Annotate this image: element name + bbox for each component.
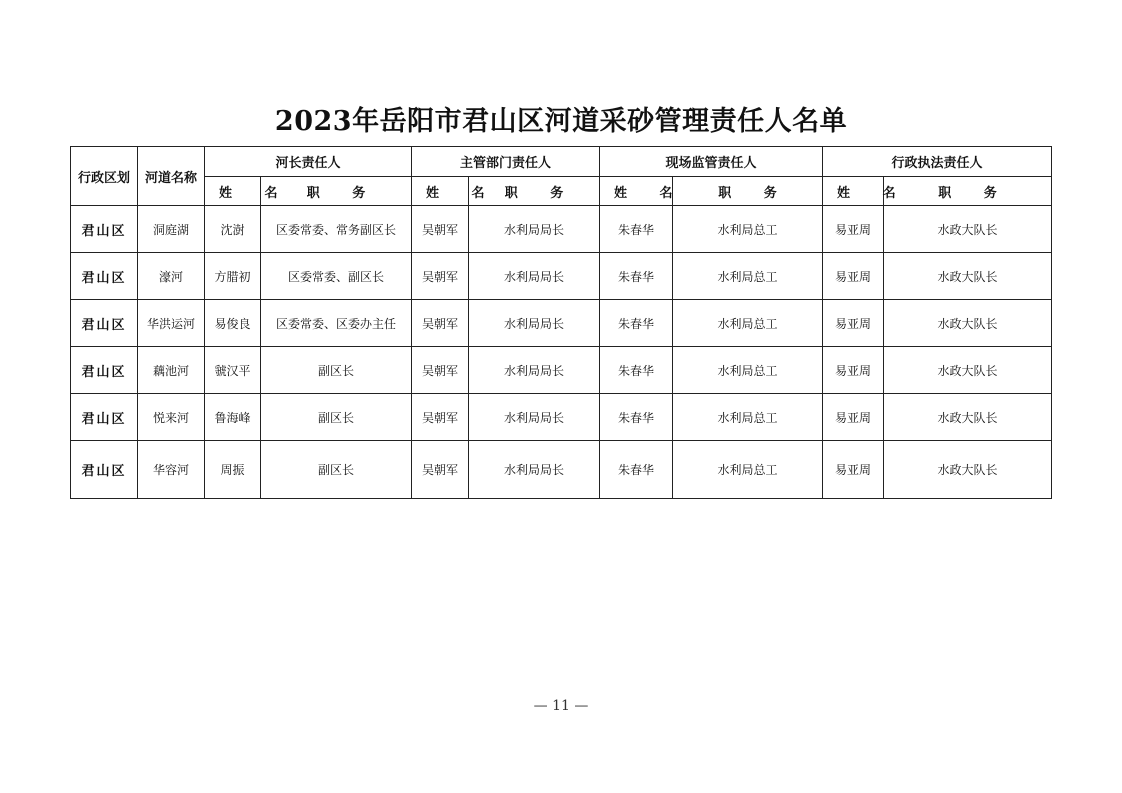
- dept-name-cell: 吴朝军: [412, 347, 469, 394]
- law-name-cell: 易亚周: [823, 253, 884, 300]
- header-river: 河道名称: [138, 147, 205, 206]
- law-position-cell: 水政大队长: [884, 300, 1052, 347]
- dept-name-cell: 吴朝军: [412, 441, 469, 499]
- site-name-cell: 朱春华: [600, 253, 673, 300]
- header-district: 行政区划: [71, 147, 138, 206]
- table-row: [71, 394, 1052, 441]
- header-row-fields: [71, 177, 1052, 206]
- header-position: 职 务: [261, 177, 412, 206]
- chief-name-cell: 周振: [205, 441, 261, 499]
- chief-position-cell: 区委常委、副区长: [261, 253, 412, 300]
- river-cell: 藕池河: [138, 347, 205, 394]
- law-name-cell: 易亚周: [823, 347, 884, 394]
- law-position-cell: 水政大队长: [884, 253, 1052, 300]
- dept-name-cell: 吴朝军: [412, 206, 469, 253]
- header-name: 姓 名: [412, 177, 469, 206]
- page-number: — 11 —: [533, 698, 589, 714]
- chief-name-cell: 方腊初: [205, 253, 261, 300]
- dept-name-cell: 吴朝军: [412, 253, 469, 300]
- table-row: [71, 441, 1052, 499]
- district-cell: 君山区: [71, 206, 138, 253]
- table-row: [71, 347, 1052, 394]
- header-name: 姓 名: [823, 177, 884, 206]
- site-name-cell: 朱春华: [600, 206, 673, 253]
- district-cell: 君山区: [71, 394, 138, 441]
- site-name-cell: 朱春华: [600, 441, 673, 499]
- law-name-cell: 易亚周: [823, 206, 884, 253]
- chief-position-cell: 副区长: [261, 347, 412, 394]
- dept-name-cell: 吴朝军: [412, 394, 469, 441]
- table-row: [71, 253, 1052, 300]
- dept-position-cell: 水利局局长: [469, 347, 600, 394]
- river-cell: 濠河: [138, 253, 205, 300]
- header-river-chief: 河长责任人: [205, 147, 412, 177]
- table-row: [71, 300, 1052, 347]
- dept-name-cell: 吴朝军: [412, 300, 469, 347]
- header-name: 姓 名: [600, 177, 673, 206]
- law-position-cell: 水政大队长: [884, 206, 1052, 253]
- header-position: 职 务: [469, 177, 600, 206]
- dept-position-cell: 水利局局长: [469, 394, 600, 441]
- header-competent-dept: 主管部门责任人: [412, 147, 600, 177]
- site-position-cell: 水利局总工: [673, 300, 823, 347]
- river-cell: 华洪运河: [138, 300, 205, 347]
- river-cell: 洞庭湖: [138, 206, 205, 253]
- district-cell: 君山区: [71, 441, 138, 499]
- header-position: 职 务: [673, 177, 823, 206]
- site-name-cell: 朱春华: [600, 394, 673, 441]
- law-position-cell: 水政大队长: [884, 441, 1052, 499]
- chief-position-cell: 副区长: [261, 394, 412, 441]
- river-cell: 悦来河: [138, 394, 205, 441]
- law-position-cell: 水政大队长: [884, 347, 1052, 394]
- header-row-groups: [71, 147, 1052, 177]
- chief-position-cell: 区委常委、区委办主任: [261, 300, 412, 347]
- dept-position-cell: 水利局局长: [469, 253, 600, 300]
- dept-position-cell: 水利局局长: [469, 300, 600, 347]
- chief-name-cell: 沈澍: [205, 206, 261, 253]
- responsibility-table: [70, 146, 1052, 499]
- site-position-cell: 水利局总工: [673, 206, 823, 253]
- site-position-cell: 水利局总工: [673, 394, 823, 441]
- law-name-cell: 易亚周: [823, 300, 884, 347]
- page-title: 2023年岳阳市君山区河道采砂管理责任人名单: [274, 106, 848, 137]
- chief-name-cell: 易俊良: [205, 300, 261, 347]
- chief-position-cell: 副区长: [261, 441, 412, 499]
- site-position-cell: 水利局总工: [673, 253, 823, 300]
- chief-position-cell: 区委常委、常务副区长: [261, 206, 412, 253]
- site-position-cell: 水利局总工: [673, 441, 823, 499]
- river-cell: 华容河: [138, 441, 205, 499]
- header-law-enforcement: 行政执法责任人: [823, 147, 1052, 177]
- dept-position-cell: 水利局局长: [469, 206, 600, 253]
- site-name-cell: 朱春华: [600, 300, 673, 347]
- chief-name-cell: 虢汉平: [205, 347, 261, 394]
- law-name-cell: 易亚周: [823, 394, 884, 441]
- law-name-cell: 易亚周: [823, 441, 884, 499]
- district-cell: 君山区: [71, 347, 138, 394]
- header-position: 职 务: [884, 177, 1052, 206]
- law-position-cell: 水政大队长: [884, 394, 1052, 441]
- chief-name-cell: 鲁海峰: [205, 394, 261, 441]
- dept-position-cell: 水利局局长: [469, 441, 600, 499]
- header-site-supervision: 现场监管责任人: [600, 147, 823, 177]
- header-name: 姓 名: [205, 177, 261, 206]
- district-cell: 君山区: [71, 300, 138, 347]
- district-cell: 君山区: [71, 253, 138, 300]
- site-name-cell: 朱春华: [600, 347, 673, 394]
- site-position-cell: 水利局总工: [673, 347, 823, 394]
- table-row: [71, 206, 1052, 253]
